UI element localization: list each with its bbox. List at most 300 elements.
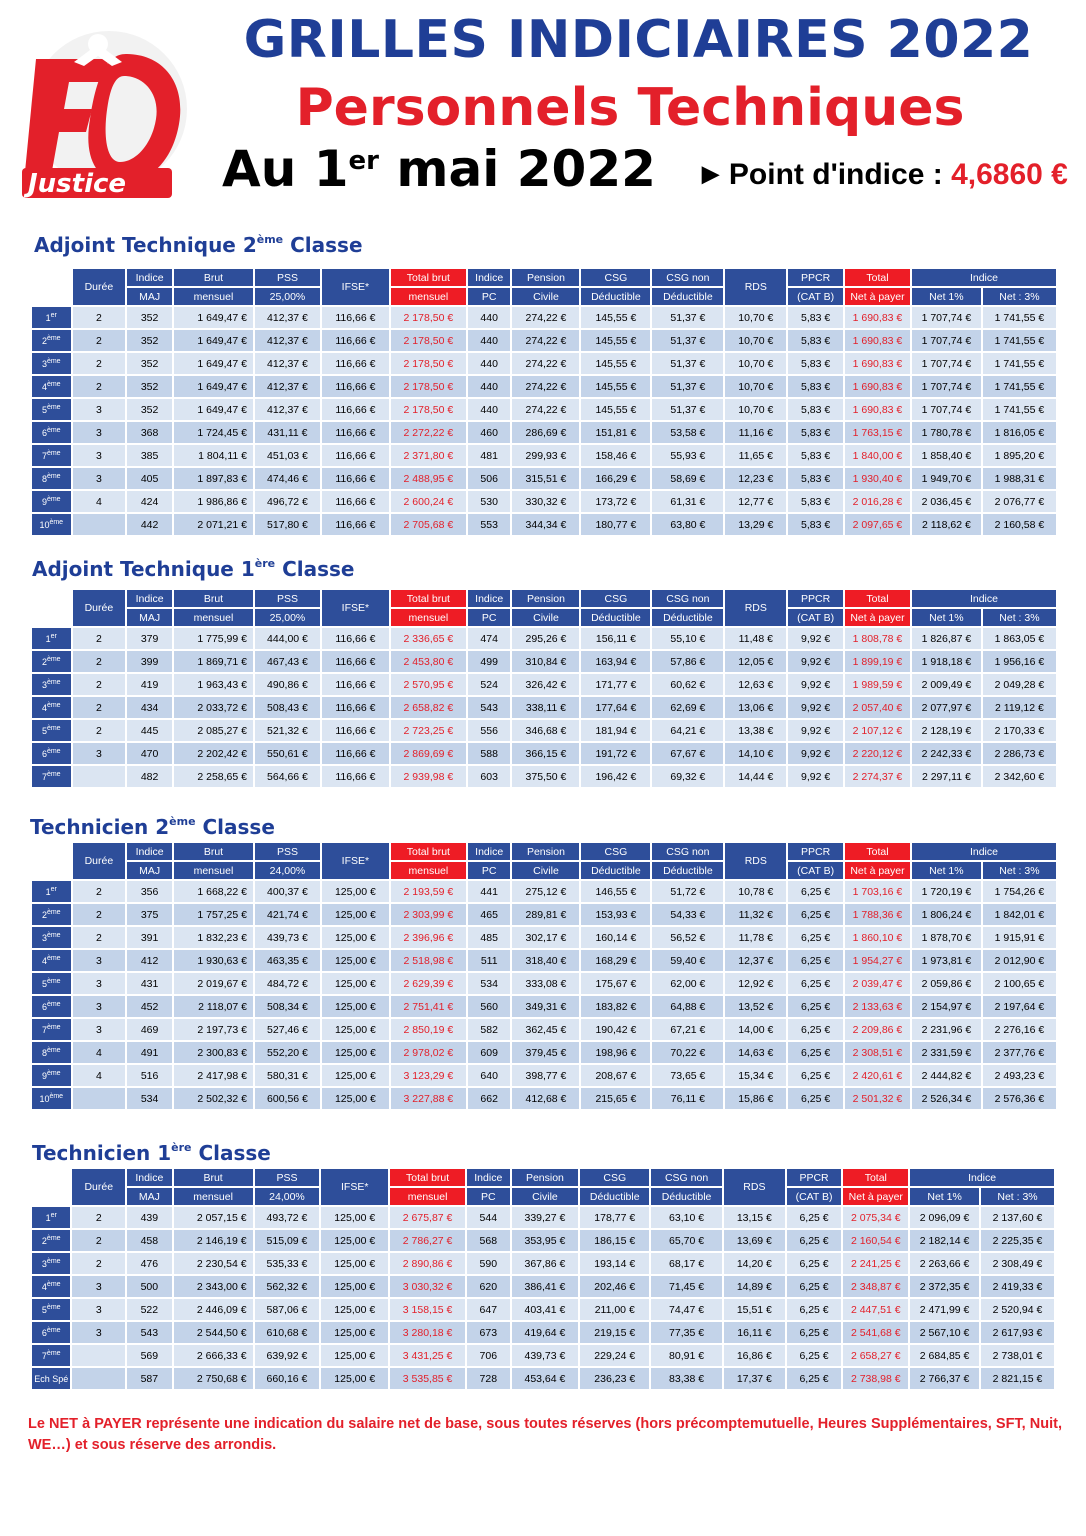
table-cell: 2 978,02 € <box>391 1042 466 1063</box>
table-cell: 386,41 € <box>512 1276 579 1297</box>
table-row <box>32 468 1056 489</box>
table-cell <box>73 514 126 535</box>
table-cell: 62,69 € <box>652 697 723 718</box>
table-cell: 706 <box>467 1345 510 1366</box>
table-cell: 10,70 € <box>725 330 786 351</box>
table-cell: 2 128,19 € <box>912 720 981 741</box>
table-cell: 15,51 € <box>724 1299 785 1320</box>
table-cell: 1 649,47 € <box>174 376 253 397</box>
table-cell: 2 869,69 € <box>391 743 466 764</box>
column-header: RDS <box>725 843 786 879</box>
table-row <box>32 1065 1056 1086</box>
column-header: mensuel <box>174 609 253 626</box>
table-row <box>32 376 1056 397</box>
table-cell: 2 263,66 € <box>910 1253 979 1274</box>
column-header: CSG non <box>651 1169 722 1186</box>
table-cell: 1 930,63 € <box>174 950 253 971</box>
table-cell: 145,55 € <box>581 353 650 374</box>
table-cell: 544 <box>467 1207 510 1228</box>
table-cell: 412 <box>127 950 172 971</box>
table-cell: 2 308,51 € <box>845 1042 910 1063</box>
table-cell: 6,25 € <box>788 1019 843 1040</box>
table-cell: 2 160,58 € <box>983 514 1056 535</box>
table-cell: 2 666,33 € <box>174 1345 253 1366</box>
table-cell: 1 804,11 € <box>174 445 253 466</box>
table-cell: 2 <box>73 904 126 925</box>
effective-date: Au 1er mai 2022 <box>222 140 656 198</box>
column-header: Net à payer <box>845 609 910 626</box>
table-cell: 145,55 € <box>581 330 650 351</box>
column-header: Pension <box>512 843 579 860</box>
table-cell: 2 308,49 € <box>981 1253 1054 1274</box>
table-cell: 2 019,67 € <box>174 973 253 994</box>
table-cell: 1 690,83 € <box>845 399 910 420</box>
table-cell: 1 720,19 € <box>912 881 981 902</box>
table-cell: 1 780,78 € <box>912 422 981 443</box>
column-header: Déductible <box>652 609 723 626</box>
column-header: MAJ <box>127 862 172 879</box>
table-cell: 2 419,33 € <box>981 1276 1054 1297</box>
table-cell: 125,00 € <box>322 881 389 902</box>
table-cell: 116,66 € <box>322 399 389 420</box>
table-cell: 13,38 € <box>725 720 786 741</box>
table-cell: 15,34 € <box>725 1065 786 1086</box>
table-cell: 2 570,95 € <box>391 674 466 695</box>
table-cell: 211,00 € <box>580 1299 649 1320</box>
logo-text: Justice <box>28 169 127 199</box>
column-header: mensuel <box>391 609 466 626</box>
column-header: Indice <box>468 590 511 607</box>
table-row <box>32 651 1056 672</box>
table-cell: 198,96 € <box>581 1042 650 1063</box>
section-title: Technicien 1ère Classe <box>32 1141 271 1165</box>
table-cell: 6,25 € <box>787 1230 842 1251</box>
table-cell: 1 763,15 € <box>845 422 910 443</box>
table-cell: 116,66 € <box>322 468 389 489</box>
table-cell: 2 012,90 € <box>983 950 1056 971</box>
table-cell: 326,42 € <box>512 674 579 695</box>
table-cell: 496,72 € <box>255 491 320 512</box>
table-cell: 2 197,64 € <box>983 996 1056 1017</box>
table-cell: 12,05 € <box>725 651 786 672</box>
table-cell: 125,00 € <box>321 1276 388 1297</box>
table-cell: 9,92 € <box>788 651 843 672</box>
column-header: Net : 3% <box>983 609 1056 626</box>
column-header: Déductible <box>581 609 650 626</box>
table-cell: 412,37 € <box>255 353 320 374</box>
table-cell: 80,91 € <box>651 1345 722 1366</box>
table-cell: 295,26 € <box>512 628 579 649</box>
table-cell: 600,56 € <box>255 1088 320 1109</box>
table-cell: 5,83 € <box>788 445 843 466</box>
table-cell: 2 939,98 € <box>391 766 466 787</box>
column-header: PC <box>468 288 511 305</box>
column-header: PSS <box>255 1169 320 1186</box>
table-cell: 125,00 € <box>322 904 389 925</box>
table-cell: 2 348,87 € <box>843 1276 908 1297</box>
table-cell: 59,40 € <box>652 950 723 971</box>
table-cell: 412,37 € <box>255 376 320 397</box>
table-cell: 116,66 € <box>322 766 389 787</box>
table-cell: 77,35 € <box>651 1322 722 1343</box>
column-header: Net à payer <box>845 288 910 305</box>
table-cell: 610,68 € <box>255 1322 320 1343</box>
blank-header <box>32 269 71 305</box>
table-cell: 51,37 € <box>652 399 723 420</box>
table-cell: 385 <box>127 445 172 466</box>
table-cell: 4 <box>73 491 126 512</box>
column-header: Durée <box>72 1169 125 1205</box>
table-cell: 5,83 € <box>788 468 843 489</box>
table-cell: 13,29 € <box>725 514 786 535</box>
table-cell: 64,88 € <box>652 996 723 1017</box>
table-cell: 440 <box>468 399 511 420</box>
table-cell: 2 617,93 € <box>981 1322 1054 1343</box>
table-cell: 68,17 € <box>651 1253 722 1274</box>
table-cell: 2 371,80 € <box>391 445 466 466</box>
table-cell: 302,17 € <box>512 927 579 948</box>
table-cell: 2 <box>73 330 126 351</box>
echelon-label: 3ème <box>32 1253 70 1274</box>
table-cell: 71,45 € <box>651 1276 722 1297</box>
table-cell: 2 502,32 € <box>174 1088 253 1109</box>
table-cell: 1 724,45 € <box>174 422 253 443</box>
table-cell: 3 280,18 € <box>390 1322 465 1343</box>
table-cell: 2 520,94 € <box>981 1299 1054 1320</box>
table-cell: 562,32 € <box>255 1276 320 1297</box>
table-row <box>32 1253 1054 1274</box>
table-cell: 2 272,22 € <box>391 422 466 443</box>
table-cell: 3 <box>73 950 126 971</box>
table-cell: 125,00 € <box>322 927 389 948</box>
table-cell: 2 541,68 € <box>843 1322 908 1343</box>
table-cell: 145,55 € <box>581 376 650 397</box>
table-row <box>32 1345 1054 1366</box>
table-cell: 474,46 € <box>255 468 320 489</box>
table-cell: 1 690,83 € <box>845 353 910 374</box>
table-cell: 116,66 € <box>322 674 389 695</box>
table-cell: 515,09 € <box>255 1230 320 1251</box>
table-cell: 3 227,88 € <box>391 1088 466 1109</box>
echelon-label: 1er <box>32 1207 70 1228</box>
table-cell: 116,66 € <box>322 720 389 741</box>
table-cell: 2 220,12 € <box>845 743 910 764</box>
table-cell: 375,50 € <box>512 766 579 787</box>
table-cell: 229,24 € <box>580 1345 649 1366</box>
table-cell: 3 123,29 € <box>391 1065 466 1086</box>
echelon-label: 7ème <box>32 445 71 466</box>
column-header: Net 1% <box>910 1188 979 1205</box>
table-cell: 1 668,22 € <box>174 881 253 902</box>
table-cell: 76,11 € <box>652 1088 723 1109</box>
table-cell: 125,00 € <box>321 1207 388 1228</box>
table-cell: 2 075,34 € <box>843 1207 908 1228</box>
echelon-label: 2ème <box>32 904 71 925</box>
table-cell: 70,22 € <box>652 1042 723 1063</box>
column-header: RDS <box>725 269 786 305</box>
table-cell <box>72 1368 125 1389</box>
table-cell: 352 <box>127 307 172 328</box>
table-cell: 3 <box>73 973 126 994</box>
table-cell: 193,14 € <box>580 1253 649 1274</box>
fo-justice-logo <box>14 14 194 199</box>
table-cell: 125,00 € <box>321 1253 388 1274</box>
table-cell: 1 897,83 € <box>174 468 253 489</box>
echelon-label: 6ème <box>32 743 71 764</box>
table-cell: 2 786,27 € <box>390 1230 465 1251</box>
table-cell: 2 178,50 € <box>391 376 466 397</box>
table-cell: 12,92 € <box>725 973 786 994</box>
table-cell: 2 <box>73 881 126 902</box>
echelon-label: 6ème <box>32 996 71 1017</box>
echelon-label: 1er <box>32 628 71 649</box>
table-cell: 481 <box>468 445 511 466</box>
echelon-label: 1er <box>32 881 71 902</box>
table-cell: 12,63 € <box>725 674 786 695</box>
table-cell: 116,66 € <box>322 628 389 649</box>
column-header: RDS <box>725 590 786 626</box>
column-header: Brut <box>174 269 253 286</box>
table-cell: 491 <box>127 1042 172 1063</box>
table-cell: 1 707,74 € <box>912 399 981 420</box>
table-cell: 569 <box>127 1345 172 1366</box>
column-header: Pension <box>512 1169 579 1186</box>
column-header: Total <box>845 843 910 860</box>
table-cell: 470 <box>127 743 172 764</box>
table-cell: 2 300,83 € <box>174 1042 253 1063</box>
table-cell: 330,32 € <box>512 491 579 512</box>
table-cell: 2 100,65 € <box>983 973 1056 994</box>
table-cell: 2 658,27 € <box>843 1345 908 1366</box>
table-cell: 550,61 € <box>255 743 320 764</box>
table-cell: 1 954,27 € <box>845 950 910 971</box>
column-header: CSG non <box>652 269 723 286</box>
table-cell: 2 420,61 € <box>845 1065 910 1086</box>
table-cell: 2 738,98 € <box>843 1368 908 1389</box>
table-cell: 10,70 € <box>725 353 786 374</box>
table-row <box>32 1207 1054 1228</box>
table-cell: 116,66 € <box>322 422 389 443</box>
table-cell: 2 544,50 € <box>174 1322 253 1343</box>
table-cell: 339,27 € <box>512 1207 579 1228</box>
table-cell: 2 <box>73 307 126 328</box>
table-cell: 398,77 € <box>512 1065 579 1086</box>
table-cell: 67,21 € <box>652 1019 723 1040</box>
table-cell: 3 <box>72 1322 125 1343</box>
table-cell: 412,37 € <box>255 307 320 328</box>
table-cell: 403,41 € <box>512 1299 579 1320</box>
table-cell: 13,15 € <box>724 1207 785 1228</box>
table-cell: 2 821,15 € <box>981 1368 1054 1389</box>
column-header: Net 1% <box>912 609 981 626</box>
table-cell: 146,55 € <box>581 881 650 902</box>
table-cell: 55,10 € <box>652 628 723 649</box>
table-cell: 61,31 € <box>652 491 723 512</box>
table-cell: 3 <box>73 743 126 764</box>
table-cell: 11,16 € <box>725 422 786 443</box>
table-cell: 116,66 € <box>322 514 389 535</box>
table-cell: 2 133,63 € <box>845 996 910 1017</box>
table-cell: 639,92 € <box>255 1345 320 1366</box>
table-cell: 511 <box>468 950 511 971</box>
table-row <box>32 697 1056 718</box>
table-cell: 12,77 € <box>725 491 786 512</box>
table-cell: 5,83 € <box>788 376 843 397</box>
echelon-label: 4ème <box>32 697 71 718</box>
table-cell: 310,84 € <box>512 651 579 672</box>
echelon-label: 4ème <box>32 950 71 971</box>
column-header: PPCR <box>788 590 843 607</box>
table-cell: 125,00 € <box>322 1019 389 1040</box>
table-cell: 2 850,19 € <box>391 1019 466 1040</box>
table-cell: 2 684,85 € <box>910 1345 979 1366</box>
table-cell: 2 417,98 € <box>174 1065 253 1086</box>
table-cell: 5,83 € <box>788 422 843 443</box>
table-cell: 1 757,25 € <box>174 904 253 925</box>
table-cell: 14,00 € <box>725 1019 786 1040</box>
table-cell: 9,92 € <box>788 697 843 718</box>
table-cell: 1 775,99 € <box>174 628 253 649</box>
table-cell: 3 <box>73 1019 126 1040</box>
table-cell: 412,68 € <box>512 1088 579 1109</box>
table-cell: 10,78 € <box>725 881 786 902</box>
table-cell: 444,00 € <box>255 628 320 649</box>
table-cell: 6,25 € <box>787 1276 842 1297</box>
table-cell: 2 723,25 € <box>391 720 466 741</box>
table-cell: 2 <box>73 628 126 649</box>
table-cell: 1 649,47 € <box>174 330 253 351</box>
table-row <box>32 422 1056 443</box>
table-cell: 186,15 € <box>580 1230 649 1251</box>
table-cell: 173,72 € <box>581 491 650 512</box>
table-cell: 2 137,60 € <box>981 1207 1054 1228</box>
table-cell: 178,77 € <box>580 1207 649 1228</box>
column-header: Net : 3% <box>983 288 1056 305</box>
table-cell: 51,72 € <box>652 881 723 902</box>
table-cell: 2 751,41 € <box>391 996 466 1017</box>
table-cell: 215,65 € <box>581 1088 650 1109</box>
table-cell: 352 <box>127 353 172 374</box>
table-row <box>32 927 1056 948</box>
column-header: Net à payer <box>843 1188 908 1205</box>
column-header: mensuel <box>174 862 253 879</box>
column-header: Brut <box>174 1169 253 1186</box>
table-cell: 125,00 € <box>322 973 389 994</box>
table-cell: 2 <box>73 353 126 374</box>
table-cell: 620 <box>467 1276 510 1297</box>
table-cell: 15,86 € <box>725 1088 786 1109</box>
table-cell: 2 343,00 € <box>174 1276 253 1297</box>
table-cell: 673 <box>467 1322 510 1343</box>
table-cell: 2 197,73 € <box>174 1019 253 1040</box>
table-cell: 51,37 € <box>652 330 723 351</box>
table-cell: 64,21 € <box>652 720 723 741</box>
table-cell: 439,73 € <box>512 1345 579 1366</box>
blank-header <box>32 843 71 879</box>
table-cell: 67,67 € <box>652 743 723 764</box>
table-cell: 1 649,47 € <box>174 307 253 328</box>
table-cell: 2 488,95 € <box>391 468 466 489</box>
table-cell: 2 600,24 € <box>391 491 466 512</box>
column-header: IFSE* <box>322 843 389 879</box>
table-cell: 2 705,68 € <box>391 514 466 535</box>
table-cell: 1 915,91 € <box>983 927 1056 948</box>
table-cell: 1 741,55 € <box>983 307 1056 328</box>
table-cell: 474 <box>468 628 511 649</box>
table-row <box>32 1322 1054 1343</box>
table-cell: 543 <box>127 1322 172 1343</box>
column-header: Total <box>843 1169 908 1186</box>
table-cell: 534 <box>127 1088 172 1109</box>
table-cell: 728 <box>467 1368 510 1389</box>
table-cell: 469 <box>127 1019 172 1040</box>
table-cell: 6,25 € <box>788 973 843 994</box>
table-row <box>32 973 1056 994</box>
table-row <box>32 950 1056 971</box>
table-cell: 1 707,74 € <box>912 330 981 351</box>
table-cell: 2 096,09 € <box>910 1207 979 1228</box>
column-header: mensuel <box>174 1188 253 1205</box>
table-cell: 6,25 € <box>788 1088 843 1109</box>
echelon-label: 8ème <box>32 1042 71 1063</box>
table-cell: 3 158,15 € <box>390 1299 465 1320</box>
echelon-label: 8ème <box>32 468 71 489</box>
table-cell: 1 989,59 € <box>845 674 910 695</box>
column-header: (CAT B) <box>788 609 843 626</box>
table-cell: 2 225,35 € <box>981 1230 1054 1251</box>
table-cell: 1 707,74 € <box>912 307 981 328</box>
echelon-label: 5ème <box>32 399 71 420</box>
table-cell: 2 016,28 € <box>845 491 910 512</box>
table-cell: 603 <box>468 766 511 787</box>
column-header: Indice <box>910 1169 1054 1186</box>
echelon-label: 1er <box>32 307 71 328</box>
column-header: Net : 3% <box>983 862 1056 879</box>
table-cell: 2 <box>73 697 126 718</box>
table-cell: 11,65 € <box>725 445 786 466</box>
echelon-label: 3ème <box>32 927 71 948</box>
table-cell: 2 444,82 € <box>912 1065 981 1086</box>
table-cell: 2 286,73 € <box>983 743 1056 764</box>
column-header: Civile <box>512 288 579 305</box>
column-header: CSG non <box>652 590 723 607</box>
section-title: Adjoint Technique 1ère Classe <box>32 557 355 581</box>
table-cell: 2 059,86 € <box>912 973 981 994</box>
table-cell: 453,64 € <box>512 1368 579 1389</box>
table-cell: 125,00 € <box>322 1065 389 1086</box>
column-header: PPCR <box>787 1169 842 1186</box>
table-cell: 116,66 € <box>322 651 389 672</box>
table-cell: 6,25 € <box>787 1207 842 1228</box>
table-cell: 1 869,71 € <box>174 651 253 672</box>
table-cell: 3 <box>73 422 126 443</box>
table-cell: 1 899,19 € <box>845 651 910 672</box>
table-cell: 3 <box>73 399 126 420</box>
column-header: Indice <box>912 843 1056 860</box>
table-cell: 346,68 € <box>512 720 579 741</box>
table-cell: 10,70 € <box>725 307 786 328</box>
table-cell: 4 <box>73 1065 126 1086</box>
table-cell: 2 057,40 € <box>845 697 910 718</box>
column-header: Net à payer <box>845 862 910 879</box>
table-cell: 1 707,74 € <box>912 376 981 397</box>
echelon-label: 10ème <box>32 1088 71 1109</box>
table-cell: 399 <box>127 651 172 672</box>
table-cell: 439,73 € <box>255 927 320 948</box>
table-cell: 9,92 € <box>788 674 843 695</box>
table-cell: 441 <box>468 881 511 902</box>
table-cell: 587,06 € <box>255 1299 320 1320</box>
